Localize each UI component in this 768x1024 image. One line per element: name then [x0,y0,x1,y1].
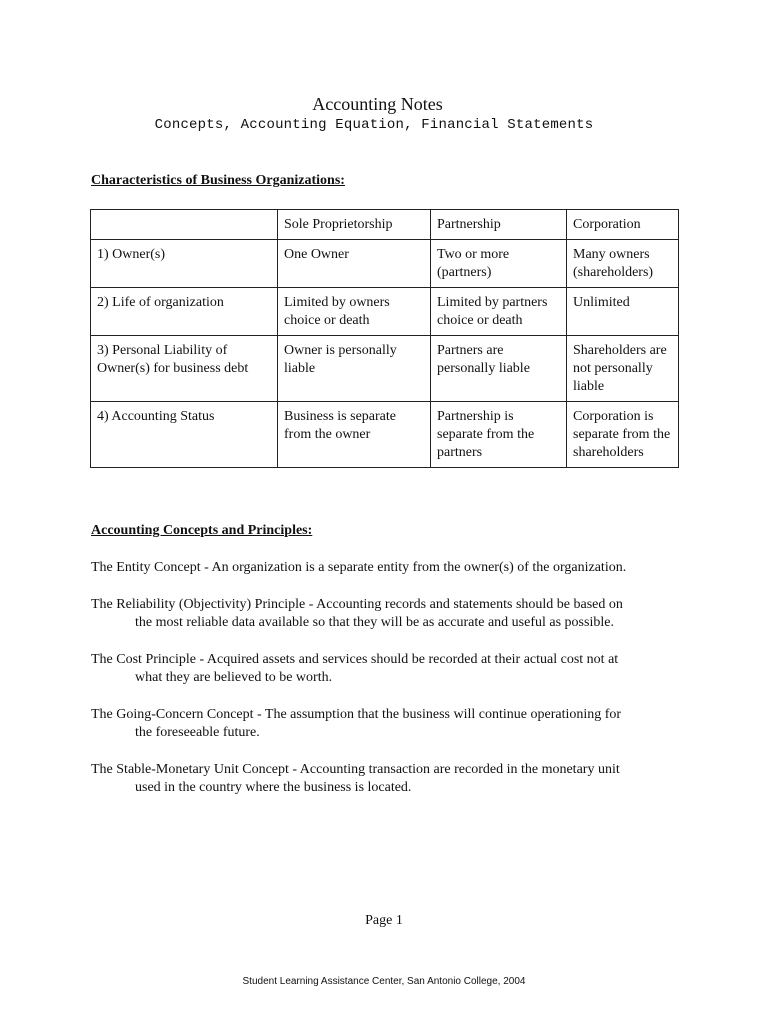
table-row [91,240,679,288]
table-cell: Unlimited [567,288,679,336]
table-cell: 1) Owner(s) [91,240,278,288]
table-cell: Limited by owners choice or death [278,288,431,336]
table-row [91,336,679,402]
table-header-cell: Partnership [431,210,567,240]
table-cell: Limited by partners choice or death [431,288,567,336]
table-cell: Many owners (shareholders) [567,240,679,288]
concepts-list [91,559,681,816]
table-cell: Partners are personally liable [431,336,567,402]
section-heading-concepts-principles: Accounting Concepts and Principles: [91,523,313,538]
table-cell: One Owner [278,240,431,288]
section-heading-business-organizations: Characteristics of Business Organizations: [91,173,345,188]
concept-text: The Going-Concern Concept - The assumption that the business will continue operationing for [91,707,622,722]
concept-continuation: the foreseeable future. [135,725,260,740]
table-header-cell [91,210,278,240]
concept-continuation: the most reliable data available so that they will be as accurate and useful as possible. [135,615,614,630]
table-row [91,402,679,468]
table-cell: 3) Personal Liability of Owner(s) for business debt [91,336,278,402]
table-row [91,288,679,336]
document-subtitle: Concepts, Accounting Equation, Financial Statements [154,117,594,133]
concept-text: The Stable-Monetary Unit Concept - Accounting transaction are recorded in the monetary unit [91,762,620,777]
table-cell: Owner is personally liable [278,336,431,402]
concept-text: The Cost Principle - Acquired assets and services should be recorded at their actual cost not at [91,652,619,667]
concept-cost [91,651,681,687]
table-header-row [91,210,679,240]
concept-going-concern [91,706,681,742]
table-cell: Two or more (partners) [431,240,567,288]
business-organizations-table [90,209,679,468]
concept-text: The Entity Concept - An organization is a separate entity from the owner(s) of the organization. [91,560,627,575]
table-cell: Shareholders are not personally liable [567,336,679,402]
concept-continuation: what they are believed to be worth. [135,670,333,685]
document-title: Accounting Notes [312,94,443,114]
table-cell: 2) Life of organization [91,288,278,336]
table-header-cell: Sole Proprietorship [278,210,431,240]
table-cell: Partnership is separate from the partners [431,402,567,468]
concept-entity [91,559,681,577]
concept-stable-monetary [91,761,681,797]
table-cell: 4) Accounting Status [91,402,278,468]
page-footer: Student Learning Assistance Center, San Antonio College, 2004 [242,976,526,987]
table-cell: Business is separate from the owner [278,402,431,468]
concept-continuation: used in the country where the business is located. [135,780,412,795]
table-header-cell: Corporation [567,210,679,240]
concept-reliability [91,596,681,632]
page-number: Page 1 [365,913,403,928]
table-cell: Corporation is separate from the shareholders [567,402,679,468]
concept-text: The Reliability (Objectivity) Principle - Accounting records and statements should be based on [91,597,623,612]
